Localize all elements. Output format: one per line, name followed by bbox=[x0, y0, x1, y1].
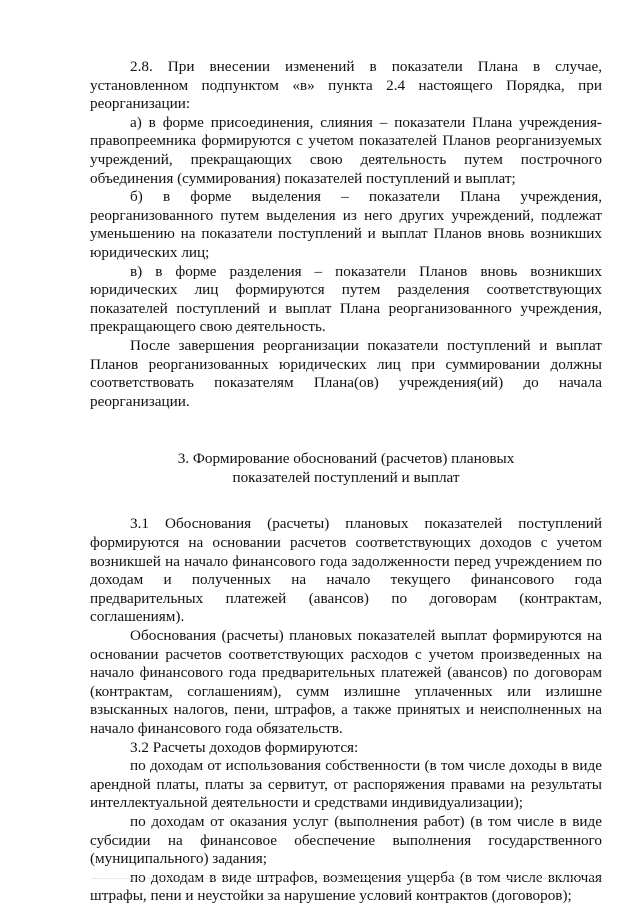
spacer bbox=[90, 411, 602, 450]
paragraph-2-8-intro: 2.8. При внесении изменений в показатели Плана в случае, установленном подпунктом «в» пункта 2.4 настоящего Порядка, при реорганизации: bbox=[90, 58, 602, 113]
paragraph-3-2-fines-income: по доходам в виде штрафов, возмещения ущерба (в том числе включая штрафы, пени и неустойки за нарушение условий контрактов (договоров); bbox=[90, 868, 602, 905]
paragraph-3-1-expenses: Обоснования (расчеты) плановых показателей выплат формируются на основании расчетов соответствующих расходов с учетом произведенных на начало финансового года предварительных платежей (авансов) по договорам (контрактам, соглашениям), сумм излишне уплаченных или излишне взысканных налогов, пени, штрафов, а также принятых и неисполненных на начало финансового года обязательств. bbox=[90, 627, 602, 737]
paragraph-2-8-item-a: а) в форме присоединения, слияния – показатели Плана учреждения-правопреемника формируются с учетом показателей Планов реорганизуемых учреждений, прекращающих свою деятельность путем построчного объединения (суммирования) показателей поступлений и выплат; bbox=[90, 113, 602, 187]
paragraph-2-8-after: После завершения реорганизации показатели поступлений и выплат Планов реорганизованных юридических лиц при суммировании должны соответствовать показателям Плана(ов) учреждения(ий) до начала реорганизации. bbox=[90, 336, 602, 410]
document-page bbox=[90, 58, 602, 906]
section-3-heading-line-2: показателей поступлений и выплат bbox=[232, 468, 460, 486]
spacer bbox=[90, 487, 602, 515]
paragraph-3-2: 3.2 Расчеты доходов формируются: bbox=[130, 738, 359, 756]
section-3-heading-line-1: 3. Формирование обоснований (расчетов) плановых bbox=[177, 450, 515, 468]
paragraph-3-2-services-income: по доходам от оказания услуг (выполнения работ) (в том числе в виде субсидии на финансовое обеспечение выполнения государственного (муниципального) задания; bbox=[90, 812, 602, 868]
scan-artifact-line bbox=[92, 874, 602, 879]
paragraph-3-2-property-income: по доходам от использования собственности (в том числе доходы в виде арендной платы, платы за сервитут, от распоряжения правами на результаты интеллектуальной деятельности и средствами индивидуализации); bbox=[90, 757, 602, 812]
paragraph-3-1: 3.1 Обоснования (расчеты) плановых показателей поступлений формируются на основании расчетов соответствующих доходов с учетом возникшей на начало финансового года задолженности перед учреждением по доходам и полученных на начало текущего финансового года предварительных платежей (авансов) по договорам (контрактам, соглашениям). bbox=[90, 515, 602, 626]
paragraph-2-8-item-b: б) в форме выделения – показатели Плана учреждения, реорганизованного путем выделения из него других учреждений, подлежат уменьшению на показатели поступлений и выплат Планов вновь возникших юридических лиц; bbox=[90, 188, 602, 261]
paragraph-2-8-item-v: в) в форме разделения – показатели Планов вновь возникших юридических лиц формируются путем разделения соответствующих показателей поступлений и выплат Плана реорганизованного учреждения, прекращающего свою деятельность. bbox=[90, 262, 602, 336]
